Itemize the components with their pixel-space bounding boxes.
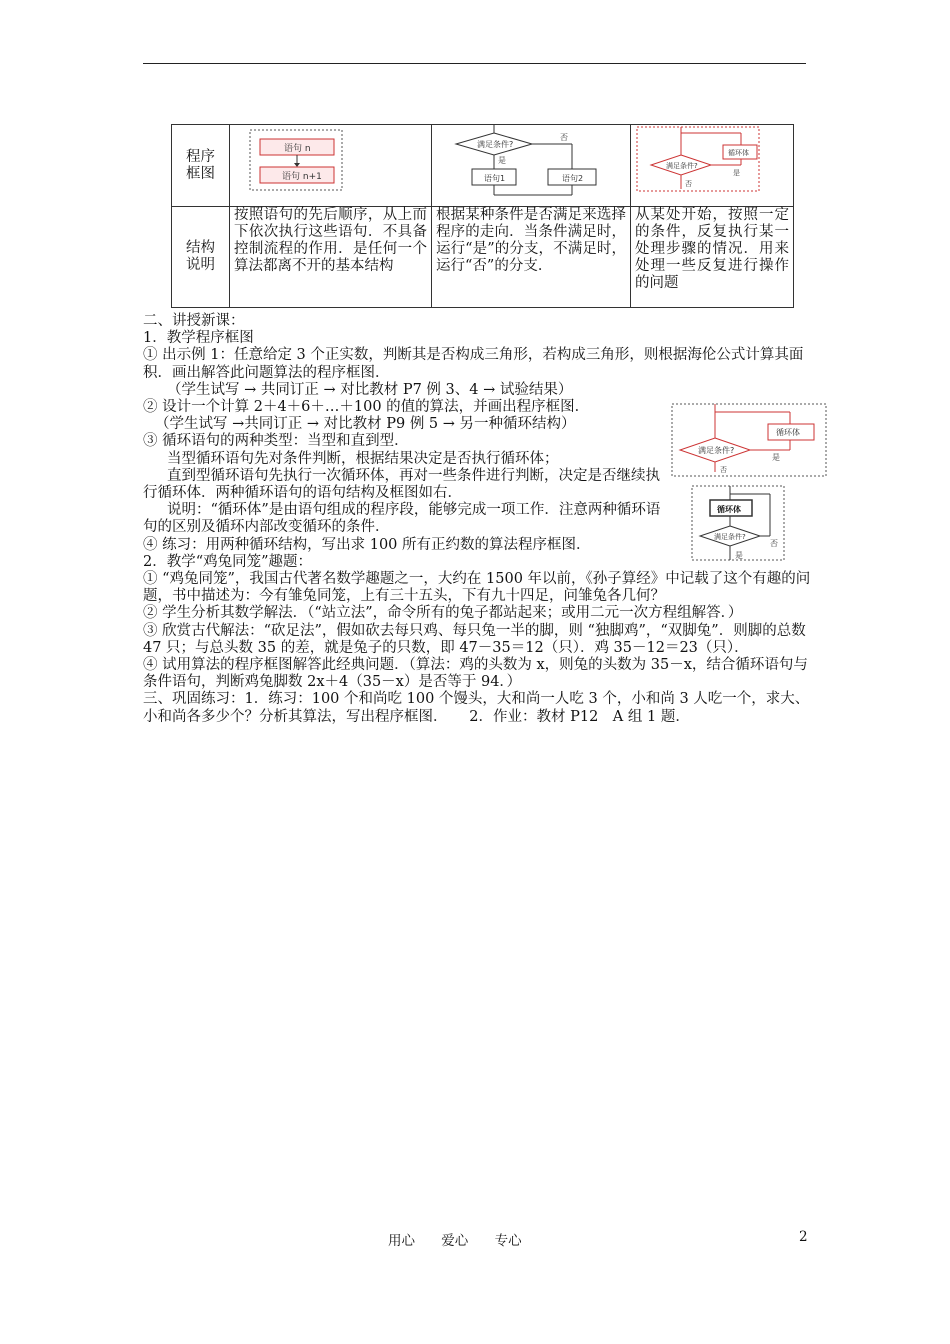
until-loop-figure bbox=[690, 484, 786, 562]
chicken-rabbit-1: ① “鸡兔同笼”，我国古代著名数学趣题之一，大约在 1500 年以前，《孙子算经》中记载了这个有趣的问题，书中描述为：今有雏兔同笼，上有三十五头，下有九十四足，问雏兔各几何？ bbox=[143, 571, 811, 605]
footer-motto-2: 爱心 bbox=[441, 1233, 469, 1249]
while-body: 循环体 bbox=[776, 428, 800, 437]
loop-fig-body: 循环体 bbox=[728, 149, 749, 157]
example-2-steps: （学生试写 →共同订正 → 对比教材 P9 例 5 → 另一种循环结构） bbox=[155, 416, 576, 433]
row-header-flowchart: 程序 框图 bbox=[172, 125, 230, 207]
loop-flowchart bbox=[631, 125, 794, 207]
section-heading-3: 三、巩固练习：1．练习：100 个和尚吃 100 个馒头，大和尚一人吃 3 个，小和尚 3 人吃一个，求大、小和尚各多少个？分析其算法，写出程序框图． 2．作业：教材 P12 A 组 1 题． bbox=[143, 691, 810, 725]
chicken-rabbit-3: ③ 欣赏古代解法：“砍足法”，假如砍去每只鸡、每只兔一半的脚，则 “独脚鸡”，“双脚兔”．则脚的总数 47 只；与总头数 35 的差，就是兔子的只数，即 47－35＝12（只）．鸡 35－12＝23（只）． bbox=[143, 622, 806, 656]
loop-types: ③ 循环语句的两种类型：当型和直到型． bbox=[143, 433, 409, 450]
cond-fig-yes: 是 bbox=[498, 156, 506, 165]
until-body: 循环体 bbox=[717, 505, 741, 514]
desc-conditional: 根据某种条件是否满足来选择程序的走向．当条件满足时，运行“是”的分支，不满足时，运行“否”的分支． bbox=[432, 207, 631, 308]
cond-fig-stmt2: 语句2 bbox=[562, 174, 584, 183]
conditional-flowchart bbox=[432, 125, 631, 207]
cond-fig-no: 否 bbox=[560, 133, 568, 142]
until-cond: 满足条件? bbox=[714, 533, 746, 541]
seq-stmt-n: 语句 n bbox=[284, 144, 311, 154]
seq-stmt-n1: 语句 n+1 bbox=[282, 172, 322, 182]
loop-note: 说明：“循环体”是由语句组成的程序段，能够完成一项工作．注意两种循环语句的区别及循环内部改变循环的条件． bbox=[143, 502, 661, 536]
sequence-flowchart bbox=[230, 125, 432, 207]
while-loop-desc: 当型循环语句先对条件判断，根据结果决定是否执行循环体； bbox=[167, 450, 559, 467]
header-rule bbox=[143, 63, 806, 64]
cond-fig-stmt1: 语句1 bbox=[484, 174, 506, 183]
footer-motto-1: 用心 bbox=[388, 1233, 415, 1249]
footer-motto-3: 专心 bbox=[494, 1233, 522, 1249]
section-heading-2: 二、讲授新课： bbox=[143, 313, 245, 329]
chicken-rabbit-4: ④ 试用算法的程序框图解答此经典问题．（算法：鸡的头数为 x，则兔的头数为 35－x，结合循环语句与条件语句，判断鸡兔脚数 2x＋4（35－x）是否等于 94．） bbox=[143, 657, 808, 691]
until-no: 否 bbox=[770, 539, 778, 548]
structure-table bbox=[171, 124, 794, 308]
while-yes: 是 bbox=[772, 453, 780, 462]
desc-loop: 从某处开始，按照一定的条件，反复执行某一处理步骤的情况．用来处理一些反复进行操作的问题 bbox=[631, 207, 794, 308]
subheading-flowchart: 1．教学程序框图 bbox=[143, 330, 254, 347]
page-number: 2 bbox=[799, 1229, 808, 1245]
while-no: 否 bbox=[720, 466, 727, 474]
example-2: ② 设计一个计算 2＋4＋6＋…＋100 的值的算法，并画出程序框图． bbox=[143, 399, 590, 416]
footer-motto bbox=[388, 1229, 544, 1249]
until-loop-desc: 直到型循环语句先执行一次循环体，再对一些条件进行判断，决定是否继续执行循环体．两种循环语句的语句结构及框图如右． bbox=[143, 467, 660, 502]
example-1-steps: （学生试写 → 共同订正 → 对比教材 P7 例 3、4 → 试验结果） bbox=[167, 381, 573, 398]
subheading-chicken-rabbit: 2．教学“鸡兔同笼”趣题： bbox=[143, 553, 313, 570]
while-cond: 满足条件? bbox=[698, 446, 735, 455]
loop-fig-cond: 满足条件? bbox=[666, 162, 698, 170]
practice-4: ④ 练习：用两种循环结构，写出求 100 所有正约数的算法程序框图． bbox=[143, 536, 591, 553]
desc-sequence: 按照语句的先后顺序，从上而下依次执行这些语句．不具备控制流程的作用．是任何一个算法都离不开的基本结构 bbox=[230, 207, 432, 308]
while-loop-figure bbox=[670, 402, 830, 478]
loop-fig-no: 否 bbox=[685, 180, 692, 188]
until-yes: 是 bbox=[735, 551, 743, 560]
loop-fig-yes: 是 bbox=[733, 169, 740, 177]
chicken-rabbit-2: ② 学生分析其数学解法．（“站立法”，命令所有的兔子都站起来；或用二元一次方程组解答．） bbox=[143, 605, 743, 622]
example-1: ① 出示例 1：任意给定 3 个正实数，判断其是否构成三角形，若构成三角形，则根据海伦公式计算其面积．画出解答此问题算法的程序框图． bbox=[143, 347, 804, 381]
row-header-description: 结构 说明 bbox=[172, 207, 230, 308]
cond-fig-cond: 满足条件? bbox=[477, 140, 514, 149]
